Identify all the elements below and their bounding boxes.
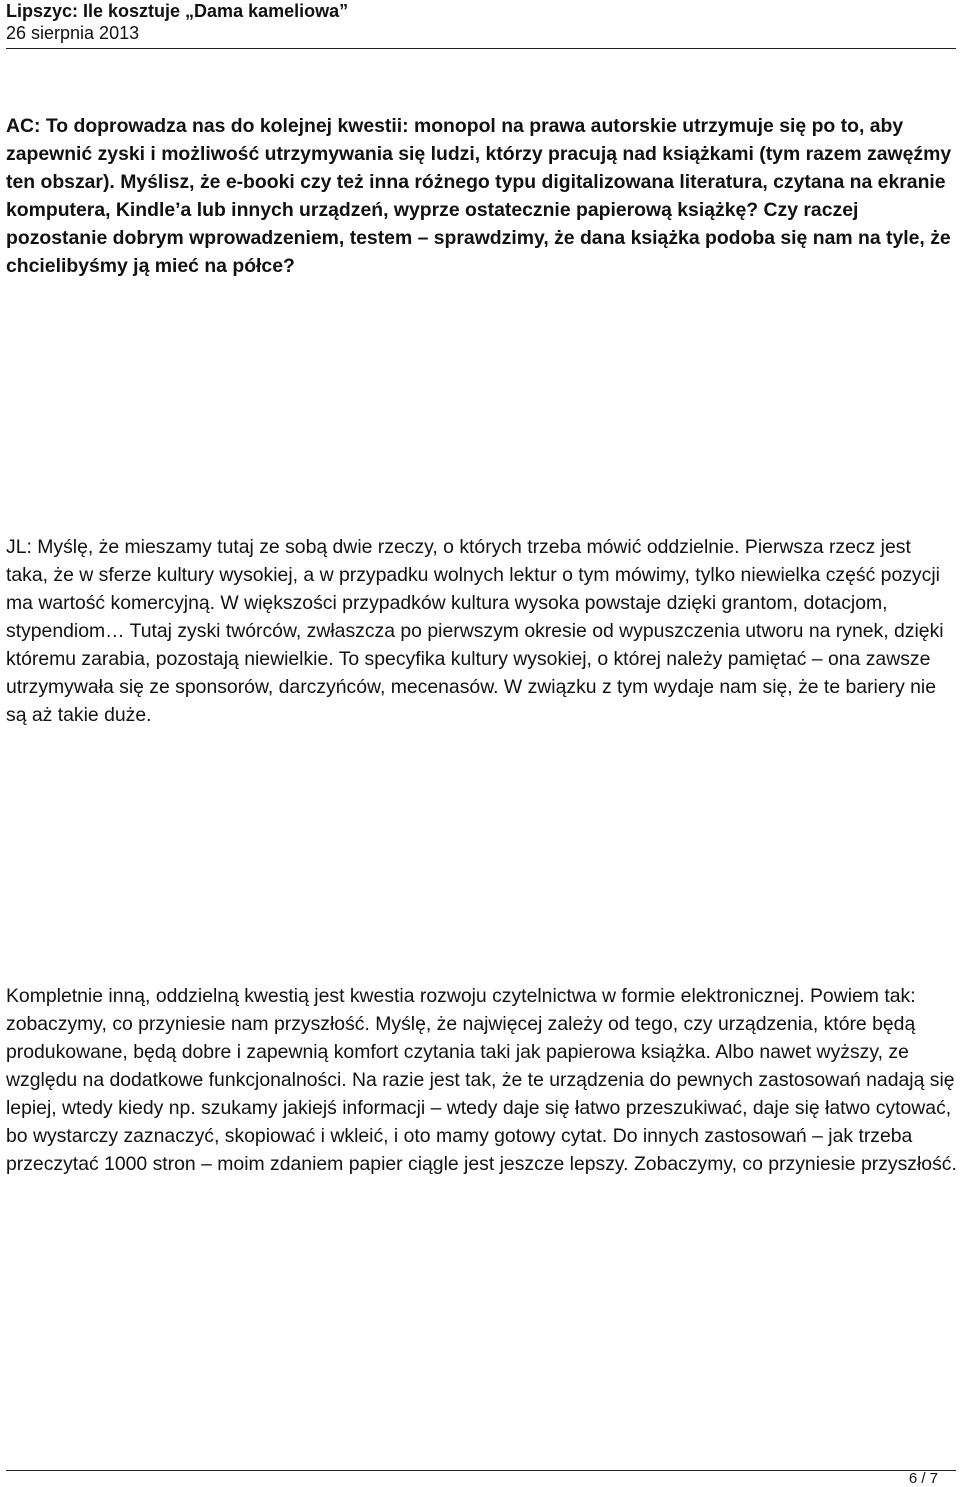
interview-answer-continuation-paragraph: Kompletnie inną, oddzielną kwestią jest kwestia rozwoju czytelnictwa w formie elektronicznej. Powiem tak: zobaczymy, co przyniesie nam przyszłość. Myślę, że najwięcej zależy od tego, czy urządzenia, które będą produkowane, będą dobre i zapewnią komfort czytania taki jak papierowa książka. Albo nawet wyższy, ze względu na dodatkowe funkcjonalności. Na razie jest tak, że te urządzenia do pewnych zastosowań nadają się lepiej, wtedy kiedy np. szukamy jakiejś informacji – wtedy daje się łatwo przeszukiwać, daje się łatwo cytować, bo wystarczy zaznaczyć, skopiować i wkleić, i oto mamy gotowy cytat. Do innych zastosowań – jak trzeba przeczytać 1000 stron – moim zdaniem papier ciągle jest jeszcze lepszy. Zobaczymy, co przyniesie przyszłość. — [6, 985, 957, 1175]
page-header — [6, 0, 956, 49]
page-number: 6 / 7 — [908, 1470, 938, 1487]
article-title: Lipszyc: Ile kosztuje „Dama kameliowa” — [6, 1, 349, 21]
interview-question-paragraph: AC: To doprowadza nas do kolejnej kwestii: monopol na prawa autorskie utrzymuje się po to, aby zapewnić zyski i możliwość utrzymywania się ludzi, którzy pracują nad książkami (tym razem zawęźmy ten obszar). Myślisz, że e-booki czy też inna różnego typu digitalizowana literatura, czytana na ekranie komputera, Kindle’a lub innych urządzeń, wyprze ostatecznie papierową książkę? Czy raczej pozostanie dobrym wprowadzeniem, testem – sprawdzimy, że dana książka podoba się nam na tyle, że chcielibyśmy ją mieć na półce? — [6, 115, 952, 277]
footer-divider — [6, 1470, 956, 1471]
interview-answer-paragraph: JL: Myślę, że mieszamy tutaj ze sobą dwie rzeczy, o których trzeba mówić oddzielnie. Pierwsza rzecz jest taka, że w sferze kultury wysokiej, a w przypadku wolnych lektur o tym mówimy, tylko niewielka część pozycji ma wartość komercyjną. W większości przypadków kultura wysoka powstaje dzięki grantom, dotacjom, stypendiom… Tutaj zyski twórców, zwłaszcza po pierwszym okresie od wypuszczenia utworu na rynek, dzięki któremu zarabia, pozostają niewielkie. To specyfika kultury wysokiej, o której należy pamiętać – ona zawsze utrzymywała się ze sponsorów, darczyńców, mecenasów. W związku z tym wydaje nam się, że te bariery nie są aż takie duże. — [6, 536, 944, 726]
article-date: 26 sierpnia 2013 — [6, 23, 140, 43]
